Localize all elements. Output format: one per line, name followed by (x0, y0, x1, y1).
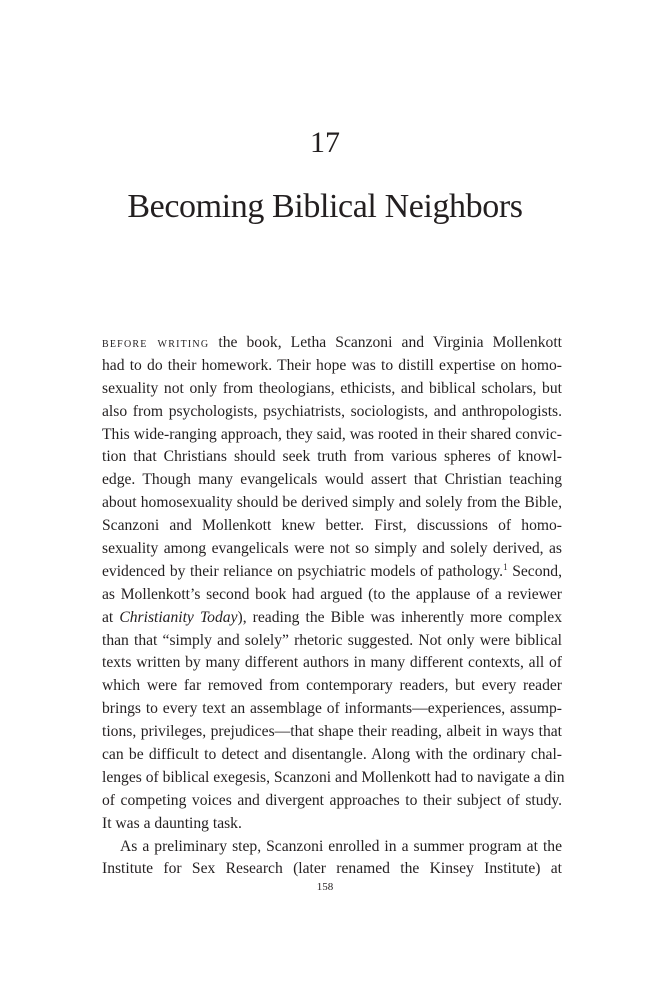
body-line (102, 607, 562, 630)
body-line: edge. Though many evangelicals would assert that Christian teaching (102, 471, 562, 489)
body-line: sexuality not only from theologians, ethicists, and biblical scholars, but (102, 379, 562, 397)
body-line: can be difficult to detect and disentangle. Along with the ordinary chal- (102, 746, 562, 764)
body-line (102, 561, 562, 584)
page-number: 158 (316, 881, 334, 893)
body-line-text: at (102, 608, 120, 626)
body-line: brings to every text an assemblage of informants—experiences, assump- (102, 700, 562, 718)
body-line: about homosexuality should be derived simply and solely from the Bible, (102, 494, 562, 512)
body-line: texts written by many different authors in many different contexts, all of (102, 654, 562, 672)
chapter-number: 17 (310, 126, 340, 159)
body-line: as Mollenkott’s second book had argued (to the applause of a reviewer (102, 585, 562, 603)
body-line: tions, privileges, prejudices—that shape their reading, albeit in ways that (102, 723, 562, 741)
publication-title: Christianity Today (119, 608, 238, 626)
body-line: sexuality among evangelicals were not so simply and solely derived, as (102, 540, 562, 558)
body-line-text: evidenced by their reliance on psychiatric models of pathology. (102, 562, 504, 580)
body-line-text: Second, (507, 562, 562, 580)
body-line: than that “simply and solely” rhetoric suggested. Not only were biblical (102, 631, 562, 649)
paragraph-last-line: It was a daunting task. (102, 814, 242, 832)
body-line: Scanzoni and Mollenkott knew better. First, discussions of homo- (102, 517, 562, 535)
body-line-text: ), reading the Bible was inherently more complex (237, 608, 562, 626)
body-line: had to do their homework. Their hope was to distill expertise on homo- (102, 356, 562, 374)
chapter-title: Becoming Biblical Neighbors (127, 188, 523, 225)
body-line (102, 332, 562, 355)
body-line: also from psychologists, psychiatrists, sociologists, and anthropologists. (102, 402, 562, 420)
body-line: lenges of biblical exegesis, Scanzoni and Mollenkott had to navigate a din (102, 768, 565, 786)
body-line: tion that Christians should seek truth from various spheres of knowl- (102, 448, 562, 466)
footnote-reference[interactable]: 1 (503, 561, 508, 572)
body-line-text: the book, Letha Scanzoni and Virginia Mollenkott (209, 334, 562, 351)
body-line: which were far removed from contemporary readers, but every reader (102, 677, 562, 695)
chapter-body (102, 332, 565, 881)
body-line: Institute for Sex Research (later renamed the Kinsey Institute) at (102, 860, 562, 878)
body-line: of competing voices and divergent approaches to their subject of study. (102, 791, 562, 809)
lead-in-smallcaps: before writing (102, 335, 210, 351)
body-line: This wide-ranging approach, they said, was rooted in their shared convic- (102, 425, 562, 443)
paragraph-first-line: As a preliminary step, Scanzoni enrolled in a summer program at the (120, 837, 562, 855)
